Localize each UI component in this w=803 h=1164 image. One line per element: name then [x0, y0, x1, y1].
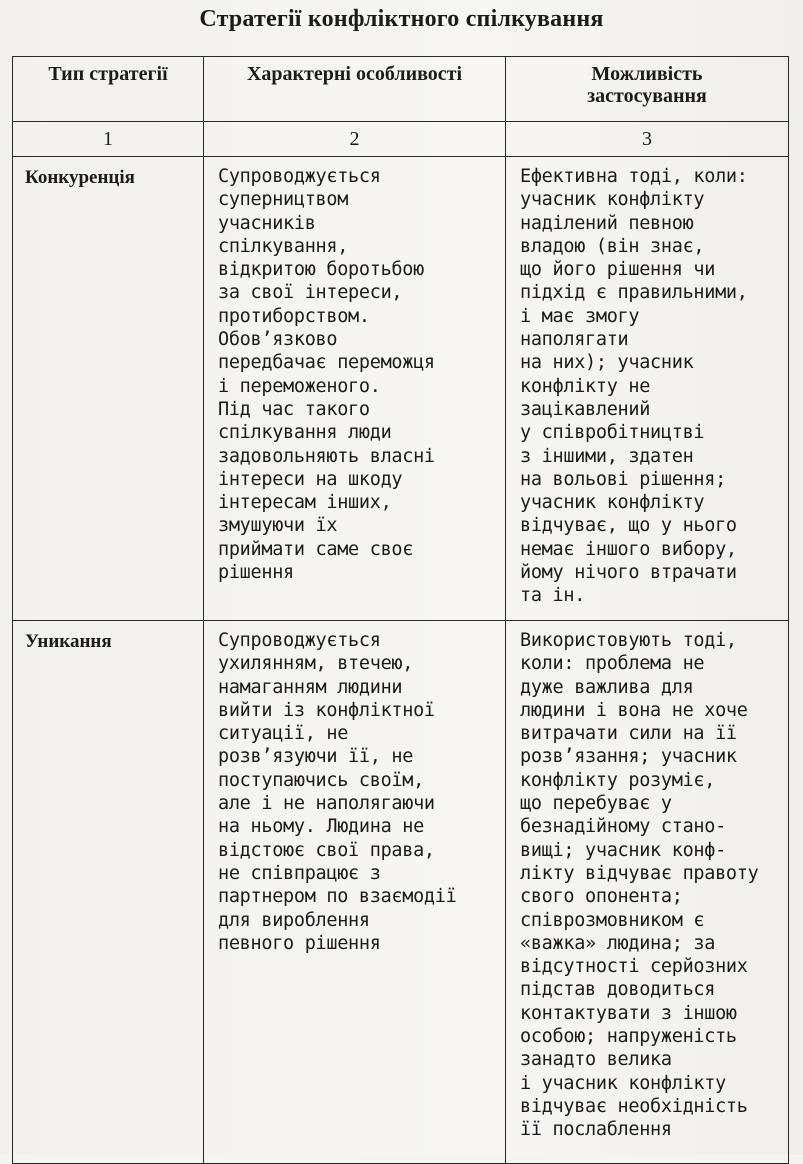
text-line: за свої інтереси,	[218, 282, 403, 304]
text-line: конфлікту не	[520, 375, 651, 397]
text-line: інтереси на шкоду	[218, 468, 403, 490]
text-line: лікту відчуває правоту	[520, 862, 759, 884]
text-line: Ефективна тоді, коли:	[520, 166, 748, 187]
text-line: приймати саме своє	[218, 538, 414, 560]
text-line: у співробітництві	[520, 422, 705, 444]
column-number: 3	[506, 122, 789, 157]
text-line: і учасник конфлікту	[520, 1072, 726, 1094]
header-line: Тип стратегії	[48, 63, 168, 85]
text-line: на них); учасник	[520, 352, 694, 374]
column-number: 2	[204, 122, 506, 157]
text-line: її послаблення	[520, 1119, 672, 1141]
strategies-table	[12, 56, 789, 1164]
text-line: розв’язуючи її, не	[218, 746, 414, 768]
text-line: Супроводжується	[218, 166, 381, 187]
text-line: суперництвом	[218, 189, 349, 211]
text-line: Супроводжується	[218, 630, 381, 651]
text-line: з іншими, здатен	[520, 445, 694, 467]
text-line: намаганням людини	[218, 676, 403, 698]
table-row	[13, 621, 789, 1164]
text-line: але і не наполягаючи	[218, 793, 435, 815]
table-title: Стратегії конфліктного спілкування	[199, 6, 604, 32]
text-line: не співпрацює з	[218, 862, 381, 884]
text-line: співрозмовником є	[520, 909, 705, 931]
header-strategy-type	[13, 57, 204, 122]
text-line: партнером по взаємодії	[218, 886, 457, 908]
text-line: дуже важлива для	[520, 676, 694, 698]
text-line: Обов’язково	[218, 329, 338, 351]
text-line: конфлікту розуміє,	[520, 769, 716, 791]
text-line: контактувати з іншою	[520, 1002, 737, 1024]
text-line: підстав доводиться	[520, 979, 716, 1001]
strategy-name: Конкуренція	[13, 157, 204, 621]
text-line: та ін.	[520, 585, 586, 607]
header-applicability	[506, 57, 789, 122]
text-line: що його рішення чи	[520, 259, 716, 281]
text-line: спілкування,	[218, 235, 349, 257]
text-line: на ньому. Людина не	[218, 816, 424, 838]
text-line: для вироблення	[218, 909, 370, 931]
text-line: що перебуває у	[520, 793, 672, 815]
text-line: протиборством.	[218, 305, 370, 327]
applicability-cell	[506, 621, 789, 1164]
text-line: відстоює свої права,	[218, 839, 435, 861]
text-line: наполягати	[520, 329, 629, 351]
header-line: Характерні особливості	[246, 63, 463, 85]
table-row	[13, 157, 789, 621]
header-line: Можливість	[591, 63, 703, 85]
text-line: спілкування люди	[218, 422, 392, 444]
text-line: і має змогу	[520, 305, 640, 327]
text-line: відчуває, що у нього	[520, 515, 737, 537]
text-line: свого опонента;	[520, 886, 683, 908]
text-line: вийти із конфліктної	[218, 699, 435, 721]
text-line: занадто велика	[520, 1049, 672, 1071]
text-line: і переможеного.	[218, 375, 381, 397]
text-line: зацікавлений	[520, 398, 651, 420]
text-line: вищі; учасник конф-	[520, 839, 726, 861]
text-line: рішення	[218, 562, 294, 584]
text-line: змушуючи їх	[218, 515, 338, 537]
text-line: ухилянням, втечею,	[218, 653, 414, 675]
header-row	[13, 57, 789, 122]
text-line: витрачати сили на її	[520, 723, 737, 745]
text-line: владою (він знає,	[520, 235, 705, 257]
text-line: передбачає переможця	[218, 352, 435, 374]
column-number: 1	[13, 122, 204, 157]
text-line: поступаючись своїм,	[218, 769, 424, 791]
applicability-cell	[506, 157, 789, 621]
header-features	[204, 57, 506, 122]
strategy-name: Уникання	[13, 621, 204, 1164]
text-line: на вольові рішення;	[520, 468, 726, 490]
text-line: певного рішення	[218, 932, 381, 954]
header-line: застосування	[587, 85, 707, 107]
text-line: немає іншого вибору,	[520, 538, 737, 560]
text-line: Використовують тоді,	[520, 630, 737, 651]
text-line: учасник конфлікту	[520, 492, 705, 514]
text-line: відсутності серйозних	[520, 956, 748, 978]
features-cell	[204, 157, 506, 621]
text-line: задовольняють власні	[218, 445, 435, 467]
text-line: наділений певною	[520, 212, 694, 234]
text-line: «важка» людина; за	[520, 932, 716, 954]
text-line: інтересам інших,	[218, 492, 392, 514]
text-line: учасник конфлікту	[520, 189, 705, 211]
text-line: йому нічого втрачати	[520, 562, 737, 584]
text-line: підхід є правильними,	[520, 282, 748, 304]
text-line: особою; напруженість	[520, 1026, 737, 1048]
text-line: коли: проблема не	[520, 653, 705, 675]
text-line: ситуації, не	[218, 723, 349, 745]
text-line: розв’язання; учасник	[520, 746, 737, 768]
column-number-row	[13, 122, 789, 157]
text-line: безнадійному стано-	[520, 816, 726, 838]
text-line: учасників	[218, 212, 316, 234]
text-line: відчуває необхідність	[520, 1095, 748, 1117]
features-cell	[204, 621, 506, 1164]
text-line: Під час такого	[218, 398, 370, 420]
text-line: людини і вона не хоче	[520, 699, 748, 721]
text-line: відкритою боротьбою	[218, 259, 424, 281]
